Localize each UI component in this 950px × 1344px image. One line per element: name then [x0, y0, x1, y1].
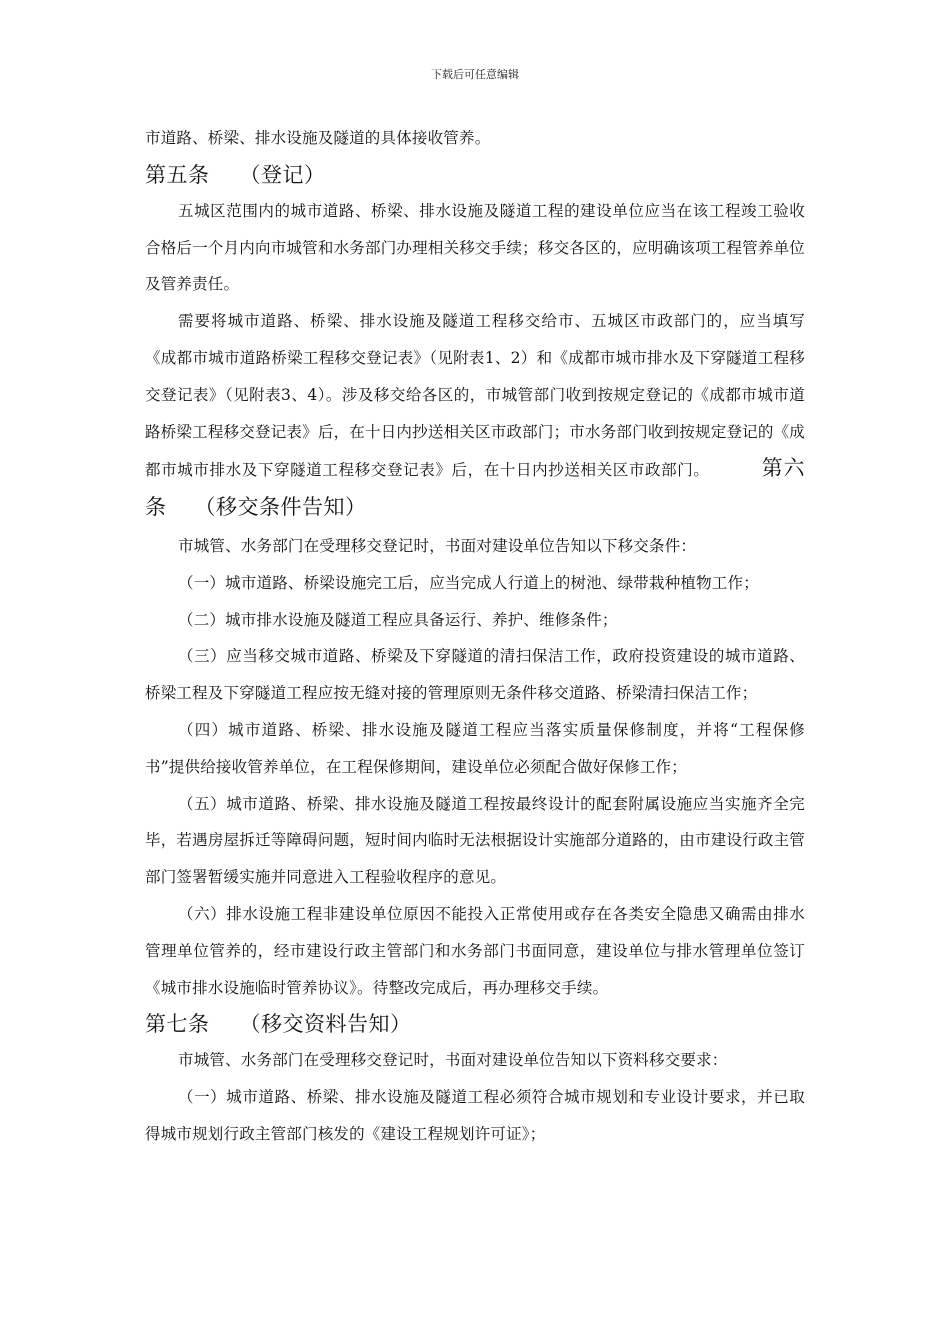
paragraph-with-inline-heading [145, 303, 805, 528]
paragraph: 市城管、水务部门在受理移交登记时，书面对建设单位告知以下移交条件： [178, 536, 697, 555]
article-6-title: 第六条 [145, 456, 805, 520]
list-item: （二）城市排水设施及隧道工程应具备运行、养护、维修条件； [178, 610, 618, 629]
list-item: （一）城市道路、桥梁、排水设施及隧道工程必须符合城市规划和专业设计要求，并已取得城市规划行政主管部门核发的《建设工程规划许可证》； [145, 1088, 805, 1143]
paragraph-text: 需要将城市道路、桥梁、排水设施及隧道工程移交给市、五城区市政部门的，应当填写《成都市城市道路桥梁工程移交登记表》（见附表1、2）和《成都市城市排水及下穿隧道工程移交登记表》（见附表3、4）。涉及移交给各区的，市城管部门收到按规定登记的《成都市城市道路桥梁工程移交登记表》后，在十日内抄送相关区市政部门；市水务部门收到按规定登记的《成都市城市排水及下穿隧道工程移交登记表》后，在十日内抄送相关区市政部门。 [145, 312, 805, 480]
article-5-heading [145, 157, 805, 193]
article-7-heading [145, 1006, 805, 1042]
article-5-subtitle: （登记） [239, 162, 326, 187]
article-7-subtitle: （移交资料告知） [239, 1012, 412, 1037]
list-item: （五）城市道路、桥梁、排水设施及隧道工程按最终设计的配套附属设施应当实施齐全完毕，若遇房屋拆迁等障碍问题，短时间内临时无法根据设计实施部分道路的，由市建设行政主管部门签署暂缓实施并同意进入工程验收程序的意见。 [145, 794, 805, 887]
page-header-note: 下载后可任意编辑 [431, 68, 519, 81]
article-6-subtitle: （移交条件告知） [194, 495, 367, 520]
article-7-title: 第七条 [145, 1012, 210, 1037]
paragraph: 五城区范围内的城市道路、桥梁、排水设施及隧道工程的建设单位应当在该工程竣工验收合格后一个月内向市城管和水务部门办理相关移交手续；移交各区的，应明确该项工程管养单位及管养责任。 [145, 201, 805, 294]
document-body [145, 120, 805, 1153]
list-item: （四）城市道路、桥梁、排水设施及隧道工程应当落实质量保修制度，并将“工程保修书”提供给接收管养单位，在工程保修期间，建设单位必须配合做好保修工作； [145, 720, 805, 776]
list-item: （一）城市道路、桥梁设施完工后，应当完成人行道上的树池、绿带栽种植物工作； [178, 573, 759, 592]
list-item: （六）排水设施工程非建设单位原因不能投入正常使用或存在各类安全隐患又确需由排水管理单位管养的，经市建设行政主管部门和水务部门书面同意，建设单位与排水管理单位签订《城市排水设施临时管养协议》。待整改完成后，再办理移交手续。 [145, 904, 805, 997]
paragraph-continuation: 市道路、桥梁、排水设施及隧道的具体接收管养。 [145, 129, 491, 147]
article-5-title: 第五条 [145, 162, 210, 187]
list-item: （三）应当移交城市道路、桥梁及下穿隧道的清扫保洁工作，政府投资建设的城市道路、桥梁工程及下穿隧道工程应按无缝对接的管理原则无条件移交道路、桥梁清扫保洁工作； [145, 647, 805, 703]
paragraph: 市城管、水务部门在受理移交登记时，书面对建设单位告知以下资料移交要求： [178, 1051, 728, 1070]
